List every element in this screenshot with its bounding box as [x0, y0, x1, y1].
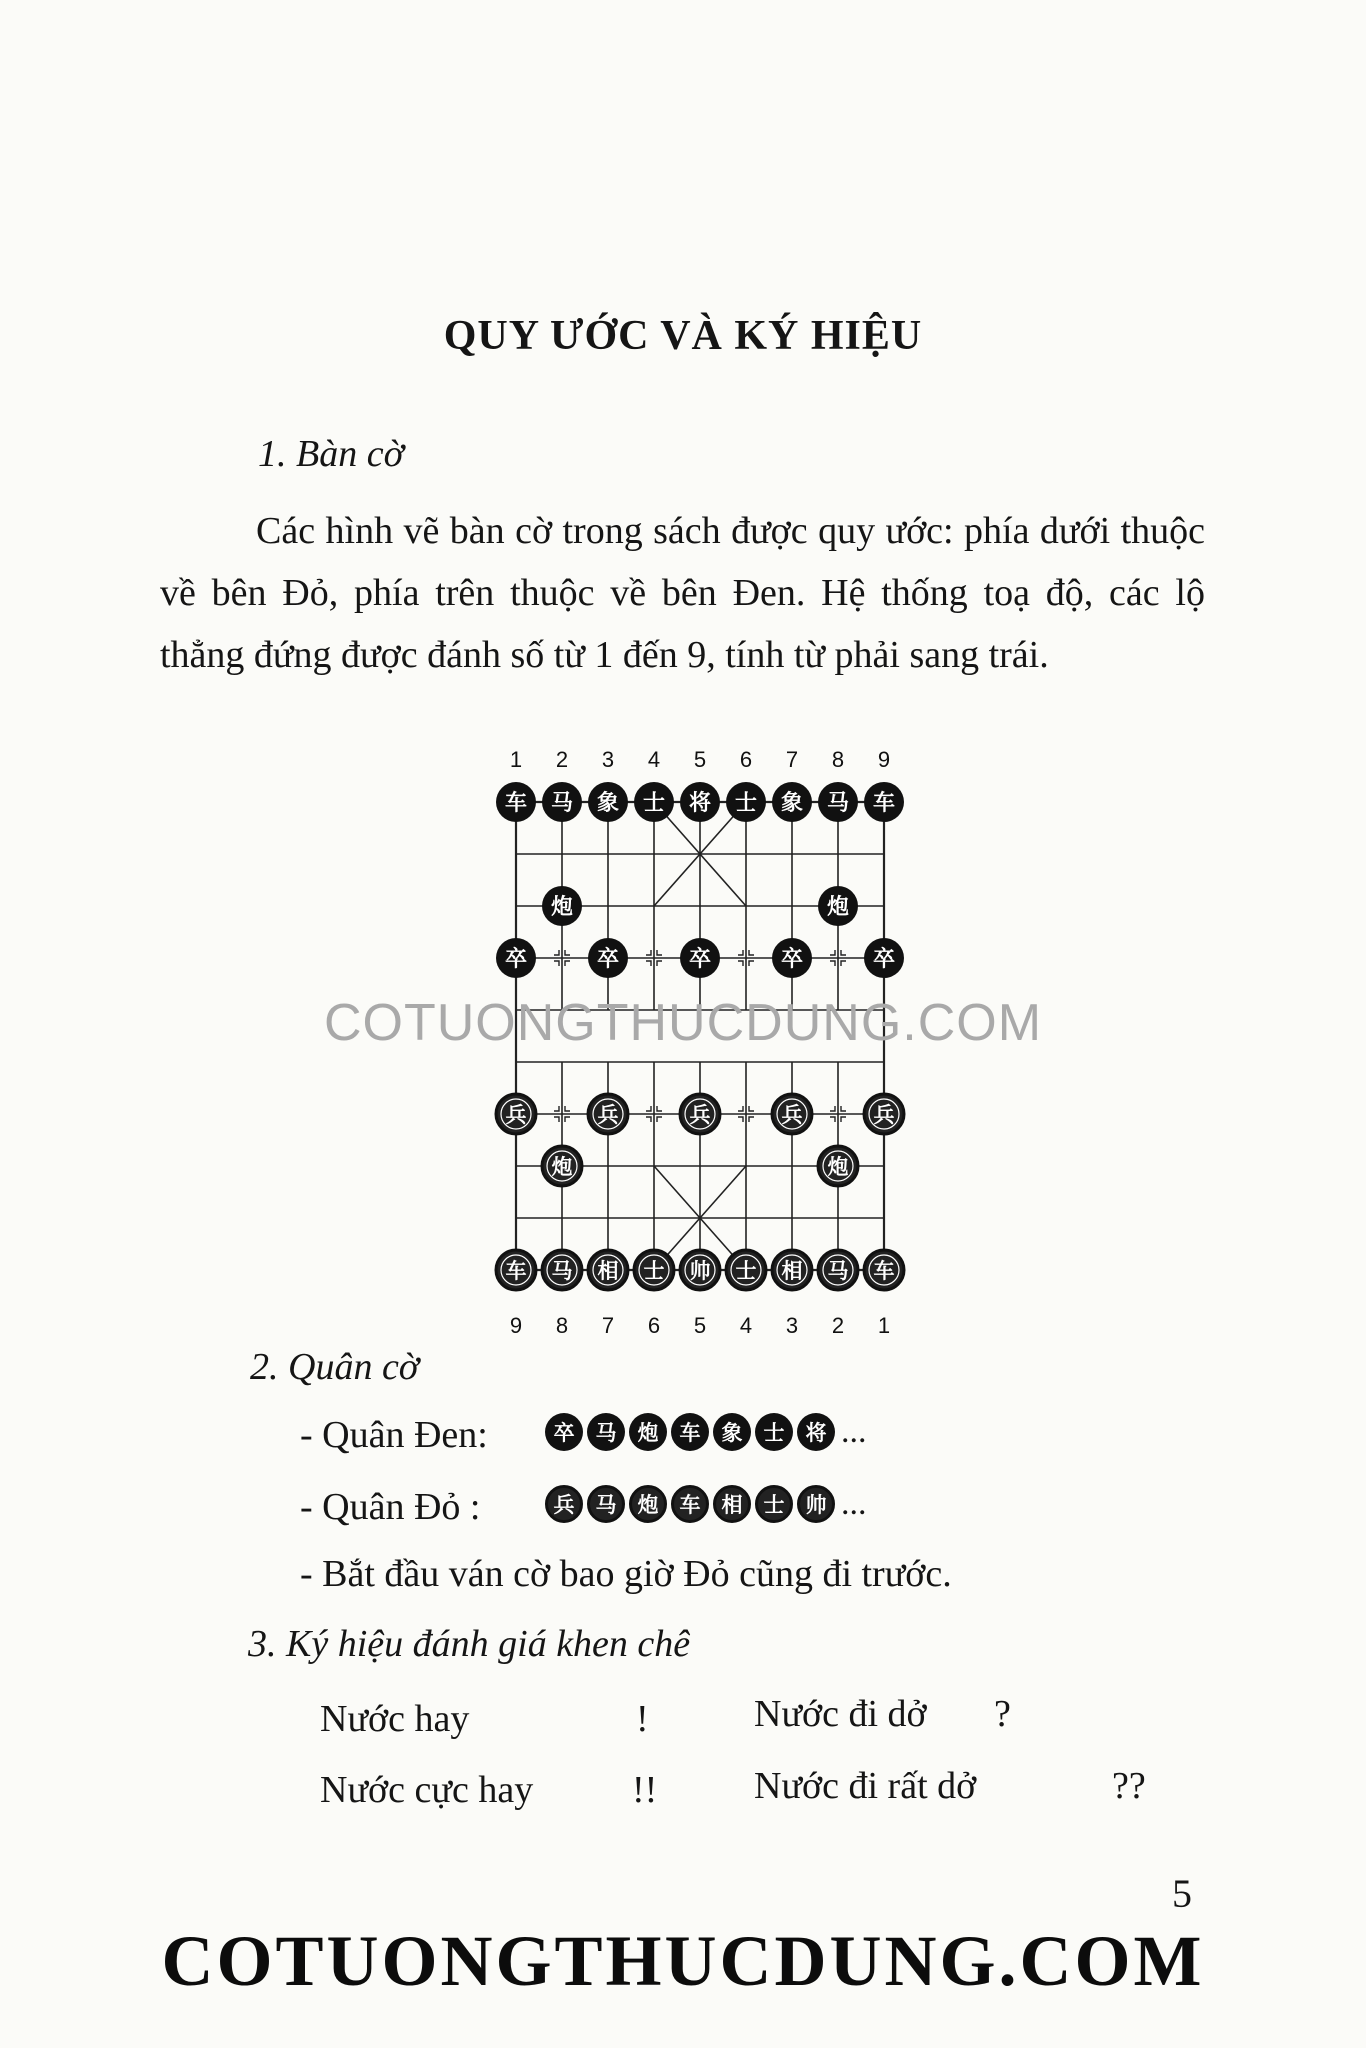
position-marker	[646, 1117, 651, 1122]
file-number-bottom: 4	[739, 1313, 753, 1338]
black-pieces-label: - Quân Đen:	[300, 1414, 488, 1456]
red-piece-char: 兵	[689, 1103, 711, 1127]
file-number-top: 7	[785, 747, 799, 772]
black-piece-char: 象	[596, 791, 620, 816]
red-piece-icon: 相	[713, 1485, 751, 1523]
position-marker	[565, 1117, 570, 1122]
ellipsis: ...	[841, 1485, 867, 1522]
position-marker	[841, 950, 846, 955]
black-piece-char: 炮	[826, 895, 850, 920]
position-marker	[646, 950, 651, 955]
position-marker	[646, 1106, 651, 1111]
position-marker	[657, 1117, 662, 1122]
file-number-top: 1	[509, 747, 523, 772]
position-marker	[554, 1106, 559, 1111]
red-piece-icon: 兵	[545, 1485, 583, 1523]
position-marker	[830, 1117, 835, 1122]
position-marker	[749, 1117, 754, 1122]
red-piece-char: 兵	[873, 1103, 895, 1127]
red-piece-char: 相	[597, 1259, 619, 1283]
file-number-bottom: 1	[877, 1313, 891, 1338]
position-marker	[565, 1106, 570, 1111]
black-piece-icon: 士	[755, 1413, 793, 1451]
black-piece-icon: 马	[587, 1413, 625, 1451]
black-piece-char: 卒	[504, 947, 528, 972]
position-marker	[657, 1106, 662, 1111]
file-number-bottom: 2	[831, 1313, 845, 1338]
red-piece-char: 士	[735, 1259, 757, 1283]
file-number-top: 5	[693, 747, 707, 772]
file-number-bottom: 3	[785, 1313, 799, 1338]
red-piece-char: 兵	[781, 1103, 803, 1127]
black-piece-icon: 卒	[545, 1413, 583, 1451]
red-piece-char: 马	[551, 1259, 573, 1283]
black-piece-char: 卒	[780, 947, 804, 972]
black-piece-char: 卒	[872, 947, 896, 972]
black-piece-char: 炮	[550, 895, 574, 920]
file-number-top: 8	[831, 747, 845, 772]
file-number-top: 2	[555, 747, 569, 772]
position-marker	[749, 961, 754, 966]
eval-label-good: Nước hay	[320, 1698, 470, 1740]
section-2-heading: 2. Quân cờ	[250, 1346, 420, 1388]
black-piece-char: 士	[734, 791, 758, 816]
position-marker	[646, 961, 651, 966]
file-number-top: 4	[647, 747, 661, 772]
file-number-bottom: 9	[509, 1313, 523, 1338]
red-piece-char: 车	[505, 1259, 527, 1283]
red-piece-char: 马	[827, 1259, 849, 1283]
section-1-heading: 1. Bàn cờ	[258, 433, 404, 475]
position-marker	[749, 1106, 754, 1111]
file-number-bottom: 7	[601, 1313, 615, 1338]
section-3-heading: 3. Ký hiệu đánh giá khen chê	[248, 1623, 691, 1665]
eval-label-very-bad: Nước đi rất dở	[754, 1765, 977, 1807]
red-piece-icon: 马	[587, 1485, 625, 1523]
eval-symbol-bad: ?	[994, 1693, 1011, 1735]
section-1-paragraph	[160, 500, 1205, 686]
first-move-rule: - Bắt đầu ván cờ bao giờ Đỏ cũng đi trước.	[300, 1553, 952, 1595]
red-piece-char: 帅	[689, 1259, 711, 1283]
file-number-top: 9	[877, 747, 891, 772]
red-piece-char: 车	[873, 1259, 895, 1283]
section-1-text: Các hình vẽ bàn cờ trong sách được quy ước: phía dưới thuộc về bên Đỏ, phía trên thuộc về bên Đen. Hệ thống toạ độ, các lộ thẳng đứng được đánh số từ 1 đến 9, tính từ phải sang trái.	[160, 510, 1205, 676]
black-piece-char: 士	[642, 791, 666, 816]
ellipsis: ...	[841, 1413, 867, 1450]
position-marker	[565, 961, 570, 966]
red-piece-icon: 帅	[797, 1485, 835, 1523]
footer-banner: COTUONGTHUCDUNG.COM	[161, 1921, 1205, 2001]
red-pieces-row	[545, 1485, 867, 1523]
black-piece-char: 车	[504, 791, 528, 816]
eval-symbol-very-good: !!	[632, 1769, 658, 1811]
black-piece-char: 马	[826, 791, 850, 816]
position-marker	[738, 950, 743, 955]
file-number-top: 3	[601, 747, 615, 772]
red-piece-char: 相	[781, 1259, 803, 1283]
red-piece-char: 炮	[551, 1155, 573, 1179]
eval-symbol-very-bad: ??	[1112, 1765, 1146, 1807]
position-marker	[657, 961, 662, 966]
position-marker	[841, 961, 846, 966]
eval-symbol-good: !	[636, 1698, 649, 1740]
position-marker	[830, 961, 835, 966]
watermark-text: COTUONGTHUCDUNG.COM	[323, 994, 1043, 1052]
position-marker	[565, 950, 570, 955]
position-marker	[841, 1106, 846, 1111]
position-marker	[738, 1106, 743, 1111]
eval-label-bad: Nước đi dở	[754, 1693, 927, 1735]
red-piece-char: 兵	[597, 1103, 619, 1127]
red-pieces-label: - Quân Đỏ :	[300, 1486, 481, 1528]
black-piece-char: 卒	[596, 947, 620, 972]
position-marker	[554, 1117, 559, 1122]
black-piece-icon: 将	[797, 1413, 835, 1451]
red-piece-icon: 炮	[629, 1485, 667, 1523]
position-marker	[830, 950, 835, 955]
page-title: QUY ƯỚC VÀ KÝ HIỆU	[443, 313, 923, 359]
black-piece-icon: 象	[713, 1413, 751, 1451]
position-marker	[554, 950, 559, 955]
black-piece-icon: 车	[671, 1413, 709, 1451]
position-marker	[841, 1117, 846, 1122]
black-piece-char: 象	[780, 791, 804, 816]
red-piece-char: 士	[643, 1259, 665, 1283]
position-marker	[738, 961, 743, 966]
black-pieces-row	[545, 1413, 867, 1451]
red-piece-char: 兵	[505, 1103, 527, 1127]
position-marker	[554, 961, 559, 966]
red-piece-char: 炮	[827, 1155, 849, 1179]
position-marker	[830, 1106, 835, 1111]
file-number-bottom: 6	[647, 1313, 661, 1338]
black-piece-char: 车	[872, 791, 896, 816]
position-marker	[749, 950, 754, 955]
black-piece-char: 马	[550, 791, 574, 816]
red-piece-icon: 士	[755, 1485, 793, 1523]
black-piece-char: 卒	[688, 947, 712, 972]
black-piece-char: 将	[688, 791, 712, 816]
file-number-bottom: 5	[693, 1313, 707, 1338]
file-number-top: 6	[739, 747, 753, 772]
black-piece-icon: 炮	[629, 1413, 667, 1451]
eval-label-very-good: Nước cực hay	[320, 1769, 534, 1811]
position-marker	[738, 1117, 743, 1122]
red-piece-icon: 车	[671, 1485, 709, 1523]
file-number-bottom: 8	[555, 1313, 569, 1338]
page-number: 5	[1172, 1871, 1192, 1916]
position-marker	[657, 950, 662, 955]
